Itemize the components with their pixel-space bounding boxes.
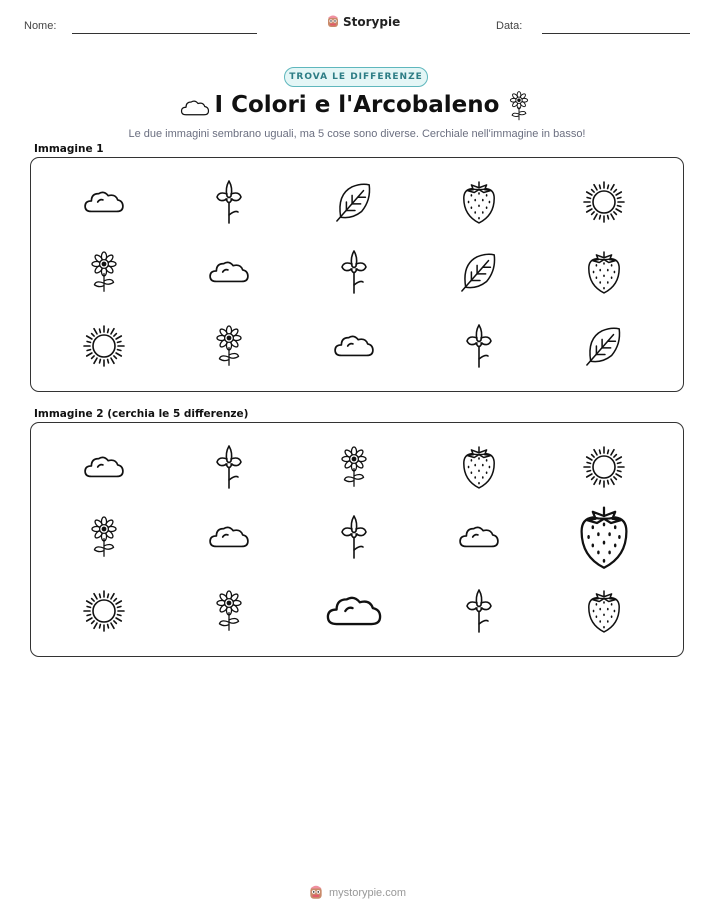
cloud-icon[interactable] (416, 501, 541, 573)
name-label: Nome: (24, 20, 57, 32)
cloud-icon[interactable] (166, 501, 291, 573)
iris-icon (291, 236, 416, 308)
page-title: I Colori e l'Arcobaleno (214, 92, 500, 118)
footer (308, 884, 406, 901)
strawberry-icon (541, 236, 666, 308)
title-row (0, 90, 714, 126)
sunflower-icon (166, 310, 291, 382)
brand (326, 14, 400, 29)
footer-url[interactable]: mystorypie.com (329, 886, 407, 899)
sun-icon[interactable] (41, 575, 166, 647)
sun-icon (41, 310, 166, 382)
strawberry-icon[interactable] (541, 501, 666, 573)
sun-icon (541, 166, 666, 238)
sunflower-icon[interactable] (291, 431, 416, 503)
cloud-icon[interactable] (291, 575, 416, 647)
cloud-icon (166, 236, 291, 308)
cloud-icon (291, 310, 416, 382)
leaf-icon (416, 236, 541, 308)
leaf-icon (541, 310, 666, 382)
sunflower-icon[interactable] (166, 575, 291, 647)
strawberry-icon (416, 166, 541, 238)
panel1-label: Immagine 1 (34, 143, 104, 155)
strawberry-icon[interactable] (541, 575, 666, 647)
sunflower-icon (41, 236, 166, 308)
name-line[interactable] (72, 33, 257, 34)
iris-icon[interactable] (416, 575, 541, 647)
strawberry-icon[interactable] (416, 431, 541, 503)
panel2-label: Immagine 2 (cerchia le 5 differenze) (34, 408, 249, 420)
sun-icon[interactable] (541, 431, 666, 503)
image-panel-2[interactable] (30, 422, 684, 657)
date-line[interactable] (542, 33, 690, 34)
cloud-icon (41, 166, 166, 238)
image-panel-1 (30, 157, 684, 392)
brand-name: Storypie (343, 14, 401, 29)
date-label: Data: (496, 20, 523, 32)
cloud-icon[interactable] (41, 431, 166, 503)
iris-icon (416, 310, 541, 382)
instructions: Le due immagini sembrano uguali, ma 5 cose sono diverse. Cerchiale nell'immagine in basso! (128, 128, 586, 140)
iris-icon (166, 166, 291, 238)
sunflower-icon[interactable] (41, 501, 166, 573)
iris-icon[interactable] (291, 501, 416, 573)
iris-icon[interactable] (166, 431, 291, 503)
storypie-logo-icon (326, 14, 340, 29)
leaf-icon (291, 166, 416, 238)
activity-type-badge: TROVA LE DIFFERENZE (284, 67, 428, 87)
storypie-logo-icon (308, 884, 324, 901)
sunflower-icon (507, 91, 531, 121)
